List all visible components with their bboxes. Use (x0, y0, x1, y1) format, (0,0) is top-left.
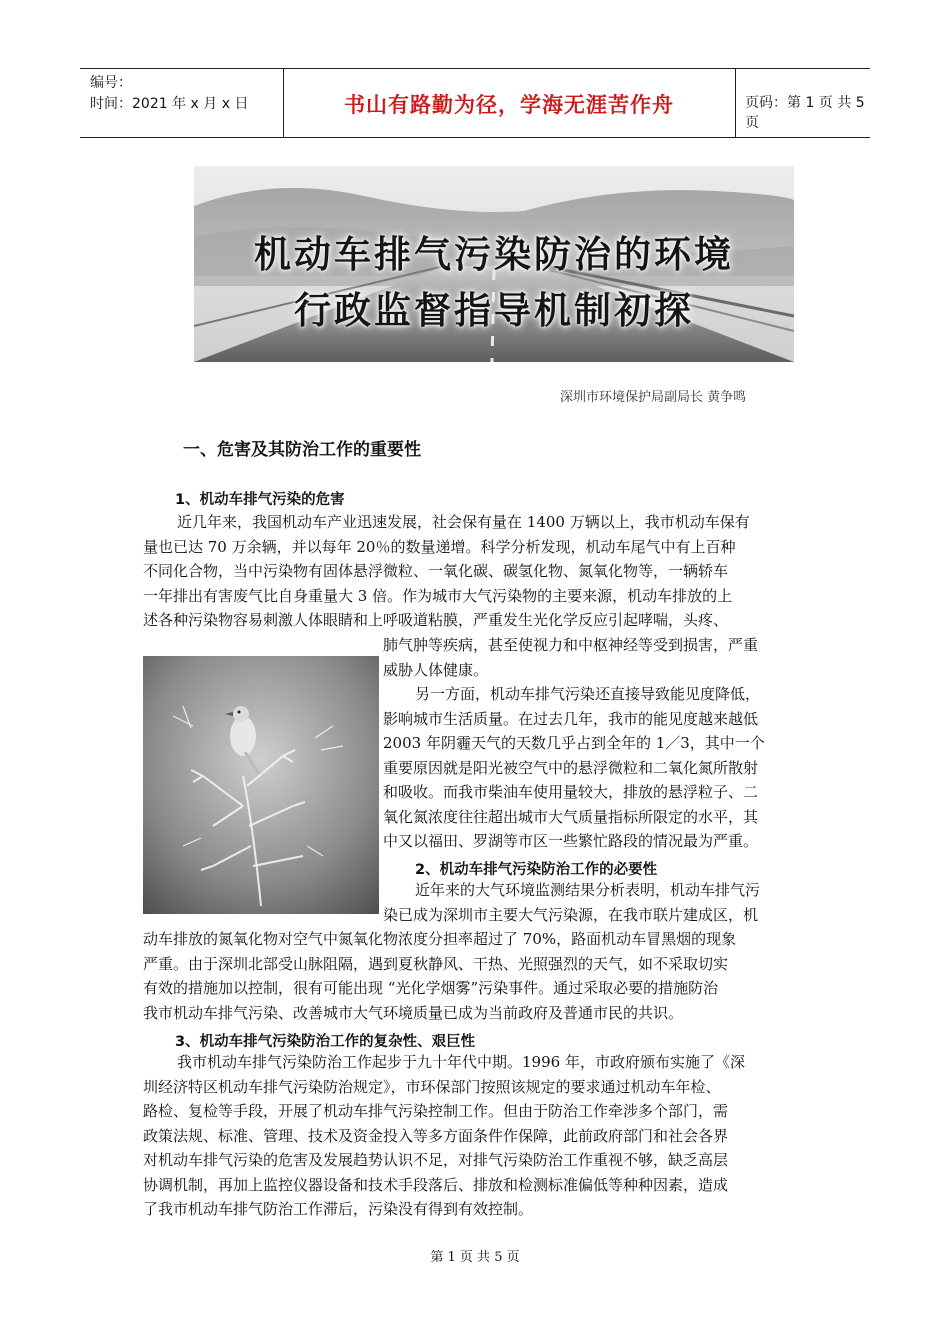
number-label: 编号： (90, 75, 132, 91)
text-line: 我市机动车排气污染、改善城市大气环境质量已成为当前政府及普通市民的共识。 (143, 1003, 684, 1022)
document-header (80, 68, 870, 138)
text-line: 严重。由于深圳北部受山脉阻隔，遇到夏秋静风、干热、光照强烈的天气，如不采取切实 (143, 954, 729, 973)
text-line: 重要原因就是阳光被空气中的悬浮微粒和二氧化氮所散射 (383, 758, 759, 777)
text-line: 氧化氮浓度往往超出城市大气质量指标所限定的水平，其 (383, 807, 759, 826)
header-divider (735, 69, 736, 137)
subheading-1: 1、机动车排气污染的危害 (175, 492, 345, 508)
paragraph-2 (383, 682, 808, 854)
text-line: 和吸收。而我市柴油车使用量较大，排放的悬浮粒子、二 (383, 783, 759, 801)
text-line: 近年来的大气环境监测结果分析表明，机动车排气污 (415, 881, 761, 899)
text-line: 不同化合物，当中污染物有固体悬浮微粒、一氧化碳、碳氢化物、氮氧化物等，一辆轿车 (143, 562, 729, 580)
text-line: 染已成为深圳市主要大气污染源，在我市联片建成区，机 (383, 905, 759, 924)
paragraph-1 (143, 510, 808, 633)
text-line: 量也已达 70 万余辆，并以每年 20％的数量递增。科学分析发现，机动车尾气中有上百种 (143, 537, 736, 556)
text-line: 了我市机动车排气防治工作滞后，污染没有得到有效控制。 (143, 1200, 534, 1218)
text-line: 圳经济特区机动车排气污染防治规定》，市环保部门按照该规定的要求通过机动车年检、 (143, 1077, 721, 1096)
paragraph-3 (143, 927, 808, 1025)
paragraph-1-wrap (383, 633, 808, 682)
text-line: 2003 年阴霾天气的天数几乎占到全年的 1／3，其中一个 (383, 734, 765, 752)
section-heading: 一、危害及其防治工作的重要性 (183, 440, 421, 460)
page-footer: 第 1 页 共 5 页 (430, 1250, 520, 1265)
banner-title-line2: 行政监督指导机制初探 (294, 289, 694, 332)
text-line: 中又以福田、罗湖等市区一些繁忙路段的情况最为严重。 (383, 832, 759, 850)
text-line: 一年排出有害废气比自身重量大 3 倍。作为城市大气污染物的主要来源，机动车排放的上 (143, 586, 733, 605)
header-motto: 书山有路勤为径，学海无涯苦作舟 (344, 93, 674, 117)
header-page-label: 页码：第 1 页 共 5 页 (745, 95, 865, 131)
text-line: 政策法规、标准、管理、技术及资金投入等多方面条件作保障，此前政府部门和社会各界 (143, 1126, 729, 1145)
text-line: 动车排放的氮氧化物对空气中氮氧化物浓度分担率超过了 70%，路面机动车冒黑烟的现象 (143, 930, 737, 948)
text-line: 我市机动车排气污染防治工作起步于九十年代中期。1996 年，市政府颁布实施了《深 (177, 1053, 745, 1071)
bird-on-branch-photo (143, 656, 379, 914)
author-byline: 深圳市环境保护局副局长 黄争鸣 (560, 390, 747, 405)
text-line: 有效的措施加以控制，很有可能出现 “光化学烟雾”污染事件。通过采取必要的措施防治 (143, 979, 719, 997)
text-line: 路检、复检等手段，开展了机动车排气污染控制工作。但由于防治工作牵涉多个部门，需 (143, 1102, 729, 1120)
subheading-3: 3、机动车排气污染防治工作的复杂性、艰巨性 (175, 1034, 476, 1050)
header-meta (90, 73, 280, 115)
subheading-2: 2、机动车排气污染防治工作的必要性 (415, 862, 658, 878)
paragraph-4 (143, 1050, 808, 1222)
text-line: 肺气肿等疾病，甚至使视力和中枢神经等受到损害，严重 (383, 636, 759, 654)
text-line: 另一方面，机动车排气污染还直接导致能见度降低， (415, 685, 761, 703)
text-line: 近几年来，我国机动车产业迅速发展，社会保有量在 1400 万辆以上，我市机动车保有 (177, 513, 750, 531)
banner-title-line1: 机动车排气污染防治的环境 (254, 233, 734, 276)
paragraph-3-wrap (383, 878, 808, 927)
text-line: 威胁人体健康。 (383, 660, 489, 679)
text-line: 影响城市生活质量。在过去几年，我市的能见度越来越低 (383, 709, 759, 728)
text-line: 对机动车排气污染的危害及发展趋势认识不足，对排气污染防治工作重视不够，缺乏高层 (143, 1151, 729, 1169)
date-label: 时间：2021 年 x 月 x 日 (90, 96, 249, 112)
text-line: 协调机制，再加上监控仪器设备和技术手段落后、排放和检测标准偏低等种种因素，造成 (143, 1175, 729, 1194)
title-banner (194, 166, 794, 362)
text-line: 述各种污染物容易刺激人体眼睛和上呼吸道粘膜，严重发生光化学反应引起哮喘，头疼、 (143, 611, 729, 629)
